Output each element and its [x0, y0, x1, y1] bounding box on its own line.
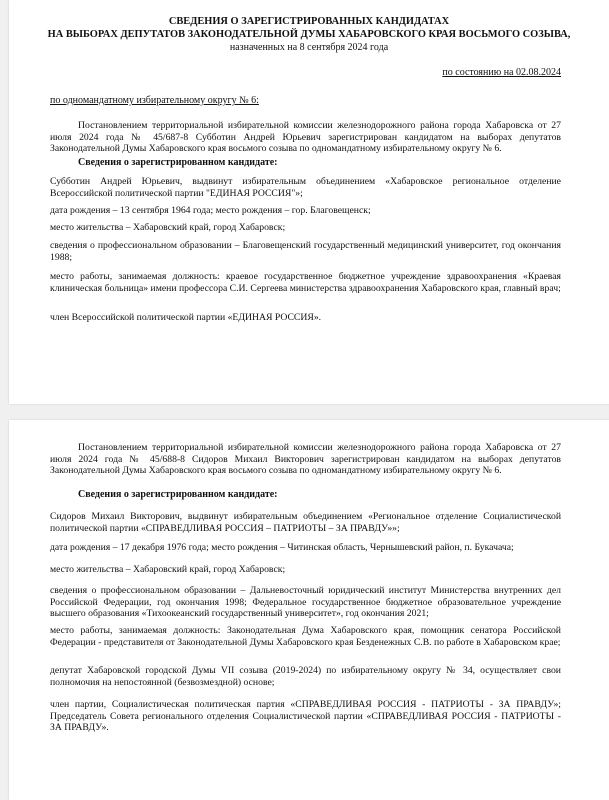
document-page-1: [9, 0, 609, 404]
as-of-date: по состоянию на 02.08.2024: [442, 67, 561, 78]
candidate1-info-heading: Сведения о зарегистрированном кандидате:: [78, 157, 278, 168]
district-label: по одномандатному избирательному округу № 6:: [50, 95, 259, 106]
candidate2-education: сведения о профессиональном образовании – Дальневосточный юридический институт Министерства внутренних дел Российской Федерации, год окончания 1998; Федеральное государственное бюджетное образовательное учреждение высшего образования «Тихоокеанский государственный университет», год окончания 2021;: [50, 585, 561, 620]
document-page-2: [9, 420, 609, 800]
candidate2-nominated: Сидоров Михаил Викторович, выдвинут избирательным объединением «Региональное отделение Социалистической политической партии «СПРАВЕДЛИВАЯ РОССИЯ – ПАТРИОТЫ – ЗА ПРАВДУ»»;: [50, 511, 561, 534]
candidate1-residence: место жительства – Хабаровский край, город Хабаровск;: [50, 222, 286, 233]
candidate2-resolution: Постановлением территориальной избирательной комиссии железнодорожного района города Хабаровска от 27 июля 2024 года № 45/688-8 Сидоров Михаил Викторович зарегистрирован кандидатом на выборах депутатов Законодательной Думы Хабаровского края восьмого созыва по одномандатному избирательному округу № 6.: [50, 442, 561, 477]
document-title: [9, 16, 609, 41]
candidate1-party: член Всероссийской политической партии «ЕДИНАЯ РОССИЯ».: [50, 312, 322, 323]
title-line-1: СВЕДЕНИЯ О ЗАРЕГИСТРИРОВАННЫХ КАНДИДАТАХ: [168, 16, 450, 27]
candidate2-party: член партии, Социалистическая политическая партия «СПРАВЕДЛИВАЯ РОССИЯ - ПАТРИОТЫ - ЗА ПРАВДУ»; Председатель Совета регионального отделения Социалистической партии «СПРАВЕДЛИВАЯ РОССИЯ - ПАТРИОТЫ - ЗА ПРАВДУ».: [50, 699, 561, 734]
candidate2-residence: место жительства – Хабаровский край, город Хабаровск;: [50, 564, 286, 575]
candidate2-info-heading: Сведения о зарегистрированном кандидате:: [78, 489, 278, 500]
candidate1-resolution: Постановлением территориальной избирательной комиссии железнодорожного района города Хабаровска от 27 июля 2024 года № 45/687-8 Субботин Андрей Юрьевич зарегистрирован кандидатом на выборах депутатов Законодательной Думы Хабаровского края восьмого созыва по одномандатному избирательному округу № 6.: [50, 120, 561, 155]
title-line-2: НА ВЫБОРАХ ДЕПУТАТОВ ЗАКОНОДАТЕЛЬНОЙ ДУМЫ ХАБАРОВСКОГО КРАЯ ВОСЬМОГО СОЗЫВА,: [47, 28, 571, 40]
election-date: назначенных на 8 сентября 2024 года: [229, 42, 389, 53]
candidate2-birth: дата рождения – 17 декабря 1976 года; место рождения – Читинская область, Чернышевский район, п. Букачача;: [50, 542, 514, 553]
candidate1-education: сведения о профессиональном образовании – Благовещенский государственный медицинский университет, год окончания 1988;: [50, 240, 561, 263]
candidate1-nominated: Субботин Андрей Юрьевич, выдвинут избирательным объединением «Хабаровское региональное отделение Всероссийской политической партии "ЕДИНАЯ РОССИЯ"»;: [50, 176, 561, 199]
candidate1-birth: дата рождения – 13 сентября 1964 года; место рождения – гор. Благовещенск;: [50, 205, 371, 216]
candidate2-work: место работы, занимаемая должность: Законодательная Дума Хабаровского края, помощник сенатора Российской Федерации - представителя от Законодательной Думы Хабаровского края Безденежных С.В. по работе в Хабаровском крае;: [50, 625, 561, 648]
candidate1-work: место работы, занимаемая должность: краевое государственное бюджетное учреждение здравоохранения «Краевая клиническая больница» имени профессора С.И. Сергеева министерства здравоохранения Хабаровского края, главный врач;: [50, 271, 561, 294]
candidate2-deputy: депутат Хабаровской городской Думы VII созыва (2019-2024) по избирательному округу № 34, осуществляет свои полномочия на непостоянной (безвозмездной) основе;: [50, 665, 561, 688]
